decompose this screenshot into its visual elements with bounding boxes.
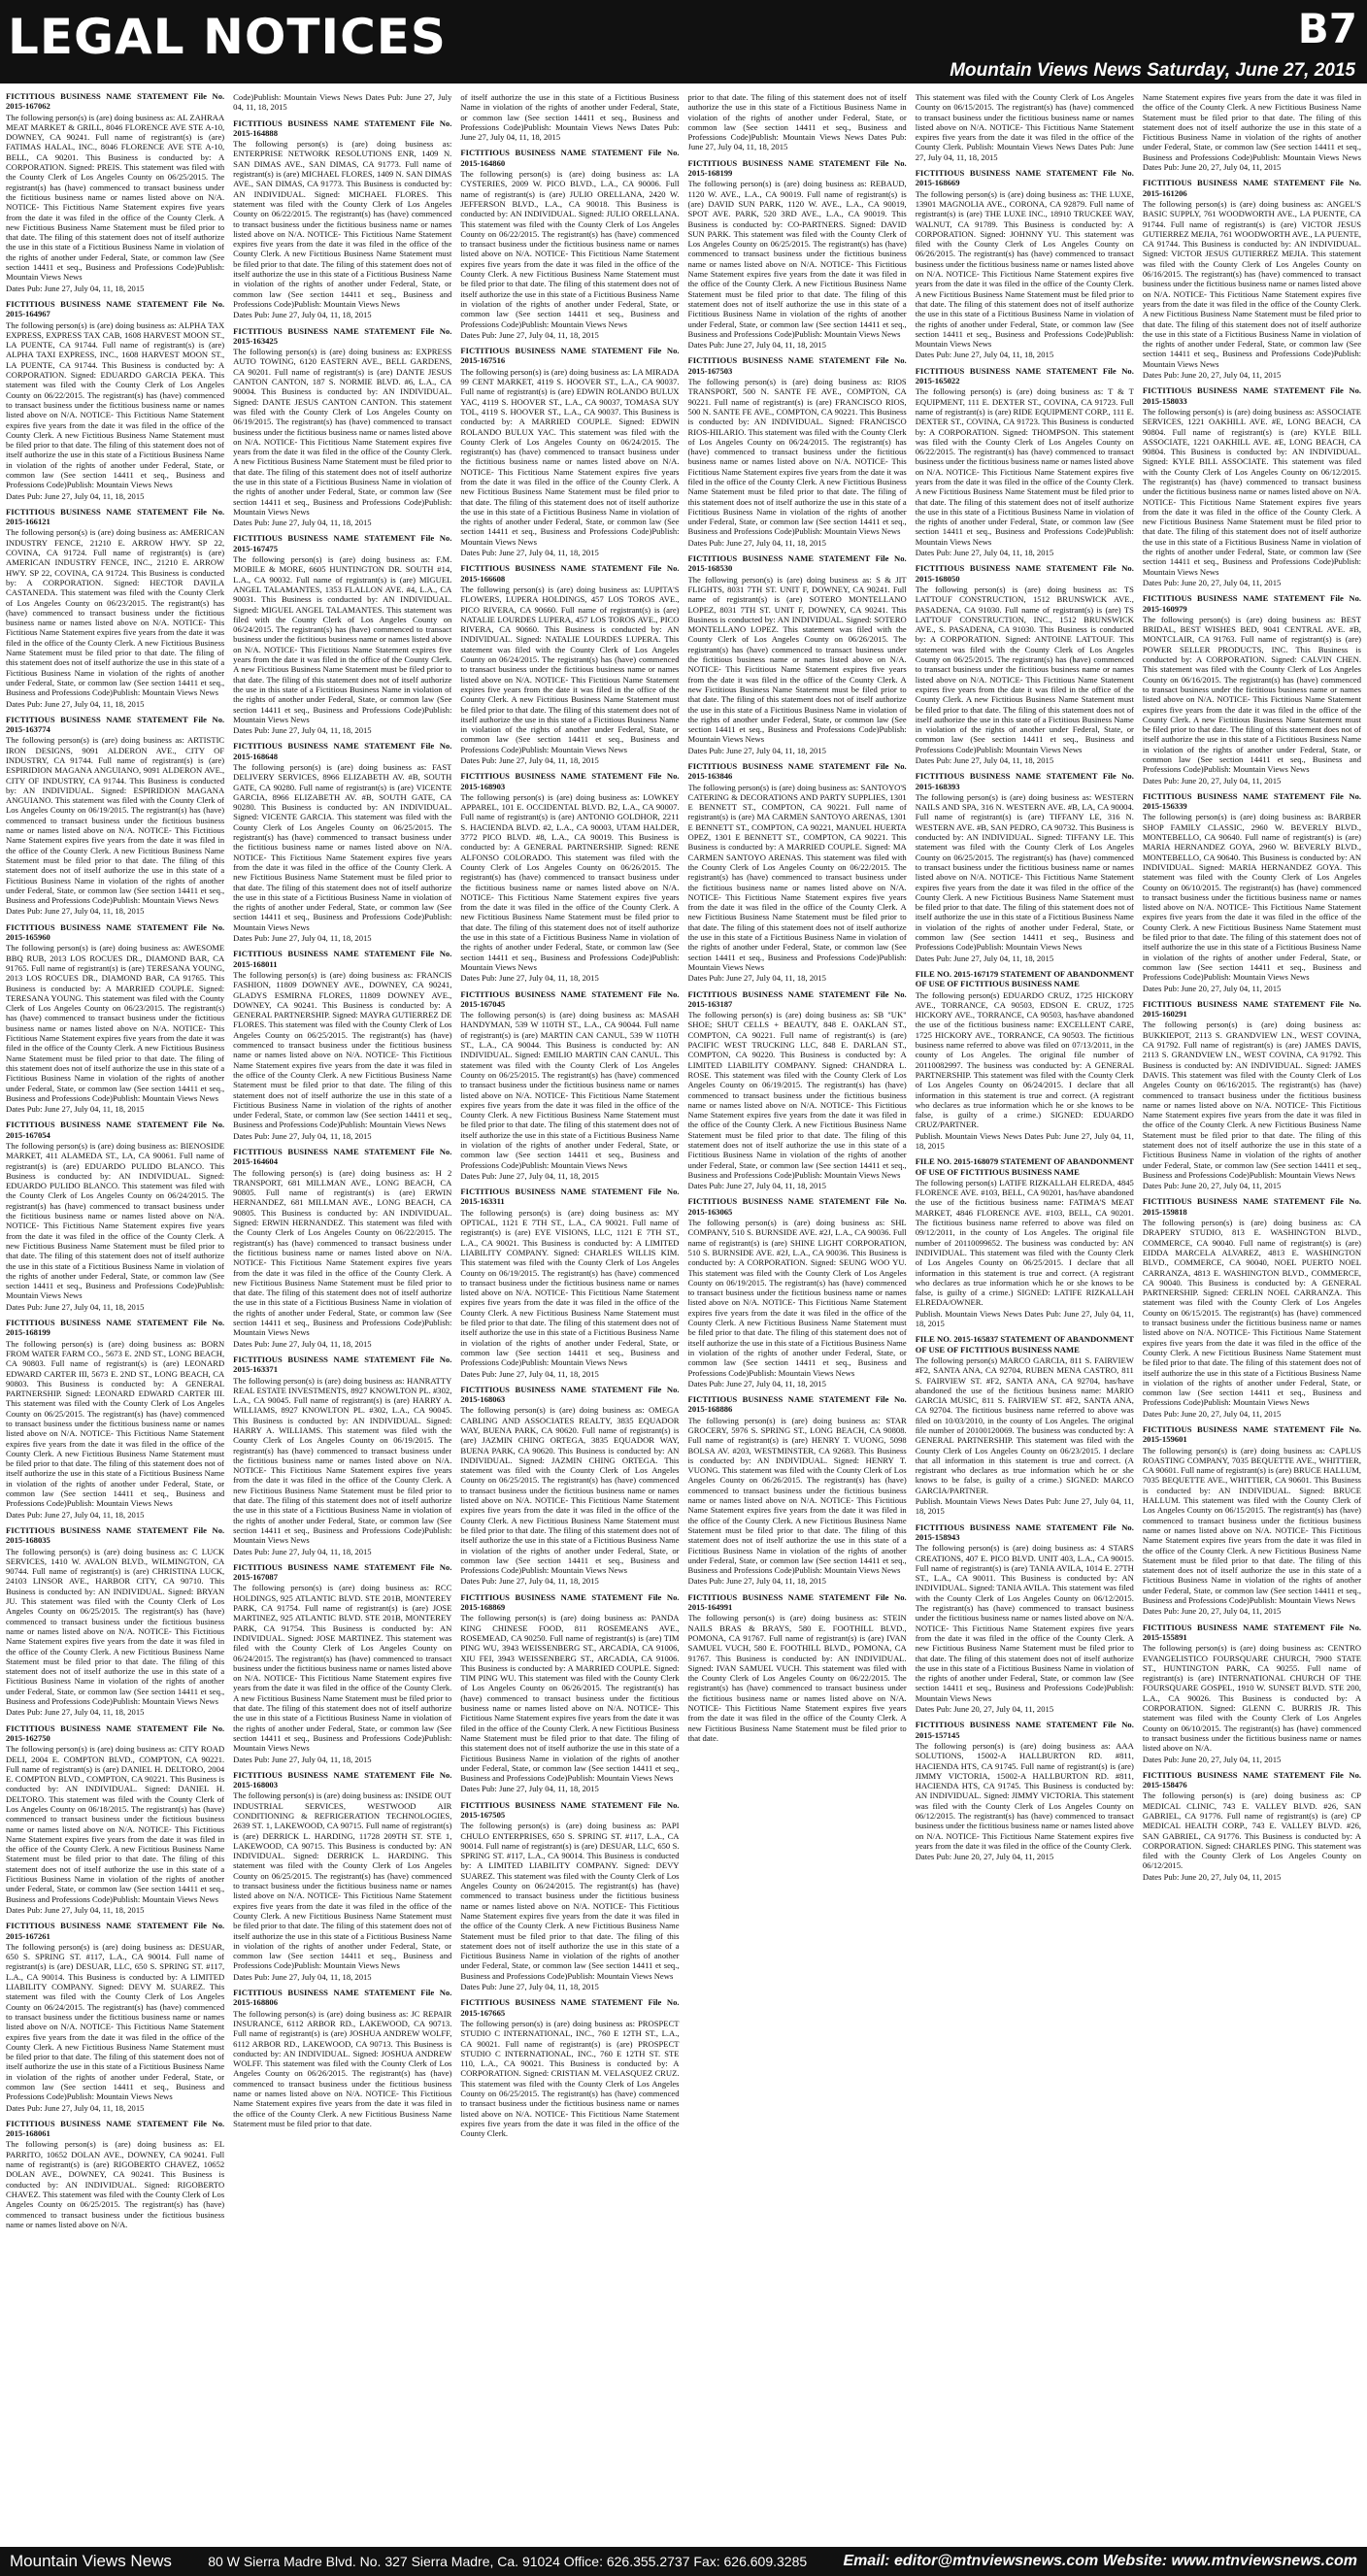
notice-pub-dates: Dates Pub: June 27, July 04, 11, 18, 2015 (460, 973, 599, 984)
issue-dateline: Mountain Views News Saturday, June 27, 2015 (950, 60, 1355, 81)
notice-heading: FICTITIOUS BUSINESS NAME STATEMENT File No. 2015-155891 (1142, 1622, 1361, 1642)
notice-pub-dates: Dates Pub: June 27, July 04, 11, 18, 2015 (915, 755, 1054, 765)
notice-body: The following person(s) is (are) doing business as: EL PARRITO, 10652 DOLAN AVE., DOWNEY, CA 90241. Full name of registrant(s) is (are) RIGOBERTO CHAVEZ, 10652 DOLAN AVE., DOWNEY, CA 90241. This Business is conducted by: AN INDIVIDUAL. Signed: RIGOBERTO CHAVEZ. This statement was filed with the County Clerk of Los Angeles County on 06/25/2015. The registrant(s) has (have) commenced to transact business under the fictitious business name or names listed above on N/A. (6, 2139, 225, 2229)
notice-pub-dates: Dates Pub: June 27, July 04, 11, 18, 2015 (6, 698, 145, 709)
notice-pub-dates: Dates Pub: June 27, July 04, 11, 18, 2015 (233, 1971, 372, 1982)
notice-body: The following person(s) is (are) doing business as: AL ZAHRAA MEAT MARKET & GRILL, 8046 FLORENCE AVE STE A-10, DOWNEY, CA 90241. Full name of registrant(s) is (are) FATIMAS HALAL, INC., 8046 FLORENCE AVE STE A-10, BELL, CA 90201. This Business is conducted by: A CORPORATION. Signed: PREIS. This statement was filed with the County Clerk of Los Angeles County on 06/25/2015. The registrant(s) has (have) commenced to transact business under the fictitious business name or names listed above on N/A. NOTICE- This Fictitious Name Statement expires five years from the date it was filed in the office of the County Clerk. A new Fictitious Business Name Statement must be filed prior to that date. The filing of this statement does not of itself authorize the use in this state of a Fictitious Business Name in violation of the rights of another under Federal, State, or common law (See section 14411 et seq., Business and Professions Code)Publish: Mountain Views News (6, 112, 225, 283)
notice-pub-dates: Dates Pub: June 27, July 04, 11, 18, 2015 (6, 1904, 145, 1915)
legal-notice (1143, 92, 1361, 172)
notice-pub-dates: Dates Pub: June 27, July 04, 11, 18, 2015 (460, 755, 599, 765)
footer-paper-name: Mountain Views News (10, 2552, 172, 2570)
legal-notice (233, 741, 451, 943)
notice-heading: FICTITIOUS BUSINESS NAME STATEMENT File No. 2015-168806 (233, 1988, 452, 2008)
notice-heading: FICTITIOUS BUSINESS NAME STATEMENT File No. 2015-167516 (460, 346, 680, 366)
notice-body: The following person(s) is (are) doing business as: BARBER SHOP FAMILY CLASSIC, 2960 W. BEVERLY BLVD., MONTEBELLO, CA 90640. Full name of registrant(s) is (are) MARIA HERNANDEZ GOYA, 2960 W. BEVERLY BLVD., MONTEBELLO, CA 90640. This Business is conducted by: AN INDIVIDUAL. Signed: MARIA HERNANDEZ GOYA. This statement was filed with the County Clerk of Los Angeles County on 06/10/2015. The registrant(s) has (have) commenced to transact business under the fictitious business name or names listed above on N/A. NOTICE- This Fictitious Name Statement expires five years from the date it was filed in the office of the County Clerk. A new Fictitious Business Name Statement must be filed prior to that date. The filing of this statement does not of itself authorize the use in this state of a Fictitious Business Name in violation of the rights of another under Federal, State, or common law (See section 14411 et seq., Business and Professions Code)Publish: Mountain Views News (1142, 812, 1361, 983)
notice-body: The following person(s) is (are) doing business as: F.M. MOBILE & MORE, 6605 HUNTINGTON DR. SOUTH #14, L.A., CA 90032. Full name of registrant(s) is (are) MIGUEL ANGEL TALAMANTES, 1353 FLALLON AVE. #4, L.A., CA 90031. This Business is conducted by: AN INDIVIDUAL. Signed: MIGUEL ANGEL TALAMANTES. This statement was filed with the County Clerk of Los Angeles County on 06/24/2015. The registrant(s) has (have) commenced to transact business under the fictitious business name or names listed above on N/A. NOTICE- This Fictitious Name Statement expires five years from the date it was filed in the office of the County Clerk. A new Fictitious Business Name Statement must be filed prior to that date. The filing of this statement does not of itself authorize the use in this state of a Fictitious Business Name in violation of the rights of another under Federal, State, or common law (See section 14411 et seq., Business and Professions Code)Publish: Mountain Views News (233, 554, 452, 724)
notice-pub-dates: Dates Pub: June 27, July 04, 11, 18, 2015 (233, 1546, 372, 1556)
notice-pub-dates: Dates Pub: June 27, July 04, 11, 18, 2015 (6, 1104, 145, 1115)
legal-notice (233, 118, 451, 320)
notice-body: The following person(s) is (are) doing business as: CENTRO EVANGELISTICO FOURSQUARE CHURCH, 7900 STATE ST., HUNTINGTON PARK, CA 90255. Full name of registrant(s) is (are) INTERNATIONAL CHURCH OF THE FOURSQUARE GOSPEL, 1910 W. SUNSET BLVD. STE 200, L.A., CA 90026. This Business is conducted by: A CORPORATION. Signed: GLENN C. BURRIS JR. This statement was filed with the County Clerk of Los Angeles County on 06/10/2015. The registrant(s) has (have) commenced to transact business under the fictitious business name or names listed above on N/A. (1142, 1643, 1361, 1754)
notice-body: The following person(s) is (are) doing business as: INSIDE OUT INDUSTRIAL SERVICES, WESTWOOD AIR CONDITIONING & REFRIGERATION TECHNOLOGIES, 2639 ST. 1, LAKEWOOD, CA 90715. Full name of registrant(s) is (are) DERRICK L. HARDING, 11728 209TH ST. STE 1, LAKEWOOD, CA 90715. This Business is conducted by: AN INDIVIDUAL. Signed: DERRICK L. HARDING. This statement was filed with the County Clerk of Los Angeles County on 06/25/2015. The registrant(s) has (have) commenced to transact business under the fictitious business name or names listed above on N/A. NOTICE- This Fictitious Name Statement expires five years from the date it was filed in the office of the County Clerk. A new Fictitious Business Name Statement must be filed prior to that date. The filing of this statement does not of itself authorize the use in this state of a Fictitious Business Name in violation of the rights of another under Federal, State, or common law (See section 14411 et seq., Business and Professions Code)Publish: Mountain Views News (233, 1790, 452, 1971)
notice-pub-dates: Dates Pub: June 27, July 04, 11, 18, 2015 (6, 1509, 145, 1520)
notice-column (460, 91, 679, 2542)
notice-body: The following person(s) is (are) doing business as: CP MEDICAL CLINIC, 743 E. VALLEY BLVD. #26, SAN GABRIEL, CA 91776. Full name of registrant(s) is (are) CP MEDICAL HEALTH CORP., 743 E. VALLEY BLVD. #26, SAN GABRIEL, CA 91776. This Business is conducted by: A CORPORATION. Signed: CHARLES PING. This statement was filed with the County Clerk of Los Angeles County on 06/12/2015. (1142, 1790, 1361, 1871)
legal-notice (916, 1156, 1134, 1328)
legal-notice (1143, 1424, 1361, 1617)
notice-body: The following person(s) EDUARDO CRUZ, 1725 HICKORY AVE., TORRANCE, CA 90503, EDSON E. CRUZ, 1725 HICKORY AVE., TORRANCE, CA 90503, has/have abandoned the use of the fictitious business name: EXCELLENT CARE, 1725 HICKORY AVE., TORRANCE, CA 90503. The fictitious business name referred to above was filed on 07/13/2011, in the county of Los Angeles. The original file number of 20110082997. The business was conducted by: A GENERAL PARTNERSHIP. This statement was filed with the County Clerk of Los Angeles County on 06/24/2015. I declare that all information in this statement is true and correct. (A registrant who declares as true information which he or she knows to be false, is guilty of a crime.) SIGNED: EDUARDO CRUZ/PARTNER. (915, 989, 1134, 1130)
notice-body: The following person(s) is (are) doing business as: S & JIT FLIGHTS, 8031 7TH ST. UNIT F, DOWNEY, CA 90241. Full name of registrant(s) is (are) SOTERO MONTELLANO LOPEZ, 8031 7TH ST. UNIT F, DOWNEY, CA 90241. This Business is conducted by: AN INDIVIDUAL. Signed: SOTERO MONTELLANO LOPEZ. This statement was filed with the County Clerk of Los Angeles County on 06/26/2015. The registrant(s) has (have) commenced to transact business under the fictitious business name or names listed above on N/A. NOTICE- This Fictitious Name Statement expires five years from the date it was filed in the office of the County Clerk. A new Fictitious Business Name Statement must be filed prior to that date. The filing of this statement does not of itself authorize the use in this state of a Fictitious Business Name in violation of the rights of another under Federal, State, or common law (See section 14411 et seq., Business and Professions Code)Publish: Mountain Views News (687, 574, 907, 745)
notice-body: The following person(s) LATIFE RIZKALLAH ELREDA, 4845 FLORENCE AVE. #103, BELL, CA 90201, has/have abandoned the use of the fictitious business name: FATIMA'S MEAT MARKET, 4846 FLORENCE AVE. #103, BELL, CA 90201. The fictitious business name referred to above was filed on 09/12/2011, in the county of Los Angeles. The original file number of 20110099652. The business was conducted by: AN INDIVIDUAL. This statement was filed with the County Clerk of Los Angeles County on 06/25/2015. I declare that all information in this statement is true and correct. (A registrant who declares as true information which he or she knows to be false, is guilty of a crime.) SIGNED: LATIFE RIZKALLAH ELREDA/OWNER. (915, 1177, 1134, 1308)
legal-notice (233, 92, 451, 113)
notice-pub-dates: Dates Pub: June 27, July 04, 11, 18, 2015 (233, 725, 372, 736)
legal-notice (1143, 178, 1361, 380)
notice-pub-dates: Dates Pub: June 27, July 04, 11, 18, 2015 (233, 1338, 372, 1349)
legal-notice (916, 366, 1134, 558)
notice-column (688, 91, 907, 2542)
legal-notice (6, 507, 224, 709)
notice-pub-dates: Dates Pub: June 27, July 04, 11, 18, 2015 (460, 1576, 599, 1587)
notice-body: The following person(s) is (are) doing business as: LA CYSTERIES, 2009 W. PICO BLVD., L.A., CA 90006. Full name of registrant(s) is (are) JULIO ORELLANA, 2420 W. JEFFERSON BLVD., L.A., CA 90018. This Business is conducted by: AN INDIVIDUAL. Signed: JULIO ORELLANA. This statement was filed with the County Clerk of Los Angeles County on 06/22/2015. The registrant(s) has (have) commenced to transact business under the fictitious business name or names listed above on N/A. NOTICE- This Fictitious Name Statement expires five years from the date it was filed in the office of the County Clerk. A new Fictitious Business Name Statement must be filed prior to that date. The filing of this statement does not of itself authorize the use in this state of a Fictitious Business Name in violation of the rights of another under Federal, State, or common law (See section 14411 et seq., Business and Professions Code)Publish: Mountain Views News (460, 169, 680, 329)
notice-body: The following person(s) is (are) doing business as: MY OPTICAL, 1121 E 7TH ST., L.A., CA 90021. Full name of registrant(s) is (are) EYE VISIONS, LLC, 1121 E 7TH ST., L.A., CA 90021. This Business is conducted by: A LIMITED LIABILITY COMPANY. Signed: CHARLES WILLIS KIM. This statement was filed with the County Clerk of Los Angeles County on 06/19/2015. The registrant(s) has (have) commenced to transact business under the fictitious business name or names listed above on N/A. NOTICE- This Fictitious Name Statement expires five years from the date it was filed in the office of the County Clerk. A new Fictitious Business Name Statement must be filed prior to that date. The filing of this statement does not of itself authorize the use in this state of a Fictitious Business Name in violation of the rights of another under Federal, State, or common law (See section 14411 et seq., Business and Professions Code)Publish: Mountain Views News (460, 1207, 680, 1368)
notice-heading: FICTITIOUS BUSINESS NAME STATEMENT File No. 2015-168199 (6, 1318, 225, 1338)
legal-notice (460, 1997, 679, 2138)
legal-notice (6, 2119, 224, 2229)
notice-body: The following person(s) is (are) doing business as: PANDA KING CHINESE FOOD, 811 ROSEMEANS AVE., ROSEMEAD, CA 90250. Full name of registrant(s) is (are) TIM PING WU, 3943 WEISSENBERG ST., ARCADIA, CA 91006, XIU FEI, 3943 WEISSENBERG ST., ARCADIA, CA 91006. This Business is conducted by: A MARRIED COUPLE. Signed: TIM PING WU. This statement was filed with the County Clerk of Los Angeles County on 06/26/2015. The registrant(s) has (have) commenced to transact business under the fictitious business name or names listed above on N/A. NOTICE- This Fictitious Name Statement expires five years from the date it was filed in the office of the County Clerk. A new Fictitious Business Name Statement must be filed prior to that date. The filing of this statement does not of itself authorize the use in this state of a Fictitious Business Name in violation of the rights of another under Federal, State, or common law (See section 14411 et seq., Business and Professions Code)Publish: Mountain Views News (460, 1613, 680, 1784)
notice-body: The following person(s) is (are) doing business as: TS LATTOUF CONSTRUCTION, 1512 BRUNSWICK AVE., PASADENA, CA 91030. Full name of registrant(s) is (are) TS LATTOUF CONSTRUCTION, INC., 1512 BRUNSWICK AVE., S. PASADENA, CA 91030. This Business is conducted by: A CORPORATION. Signed: ANTOINE LATTOUF. This statement was filed with the County Clerk of Los Angeles County on 06/25/2015. The registrant(s) has (have) commenced to transact business under the fictitious business name or names listed above on N/A. NOTICE- This Fictitious Name Statement expires five years from the date it was filed in the office of the County Clerk. A new Fictitious Business Name Statement must be filed prior to that date. The filing of this statement does not of itself authorize the use in this state of a Fictitious Business Name in violation of the rights of another under Federal, State, or common law (See section 14411 et seq., Business and Professions Code)Publish: Mountain Views News (915, 584, 1134, 754)
footer-bar (0, 2547, 1367, 2576)
notice-pub-dates: Dates Pub: June 27, July 04, 11, 18, 2015 (687, 745, 826, 755)
notice-heading: FICTITIOUS BUSINESS NAME STATEMENT File No. 2015-166608 (460, 563, 680, 584)
notice-heading: FICTITIOUS BUSINESS NAME STATEMENT File No. 2015-163187 (687, 988, 907, 1009)
legal-notice (916, 92, 1134, 162)
notice-heading: FICTITIOUS BUSINESS NAME STATEMENT File No. 2015-168393 (915, 771, 1134, 791)
notice-column (1143, 91, 1361, 2542)
notice-heading: FICTITIOUS BUSINESS NAME STATEMENT File No. 2015-165960 (6, 921, 225, 943)
legal-notice (916, 563, 1134, 765)
notice-heading: FICTITIOUS BUSINESS NAME STATEMENT File No. 2015-158943 (915, 1522, 1134, 1542)
notice-pub-dates: Dates Pub: June 27, July 04, 11, 18, 2015 (233, 933, 372, 944)
notice-body: The following person(s) is (are) doing business as: PROSPECT STUDIO C INTERNATIONAL, INC., 760 E 12TH ST., L.A., CA 90021. Full name of registrant(s) is (are) PROSPECT STUDIO C INTERNATIONAL, INC., 760 E 12TH ST. STE 110, L.A., CA 90021. This Business is conducted by: A CORPORATION. Signed: CRISTIAN M. VELASQUEZ CRUZ. This statement was filed with the County Clerk of Los Angeles County on 06/25/2015. The registrant(s) has (have) commenced to transact business under the fictitious business name or names listed above on N/A. NOTICE- This Fictitious Name Statement expires five years from the date it was filed in the office of the County Clerk. (460, 2018, 680, 2139)
notice-body: Code)Publish: Mountain Views News Dates Pub: June 27, July 04, 11, 18, 2015 (233, 92, 452, 113)
notice-heading: FICTITIOUS BUSINESS NAME STATEMENT File No. 2015-163774 (6, 714, 225, 735)
legal-notice (460, 346, 679, 557)
legal-notice (6, 1120, 224, 1312)
legal-notice (916, 1334, 1134, 1516)
notice-body: The following person(s) is (are) doing business as: THE LUXE, 13901 MAGNOLIA AVE., CORONA, CA 92879. Full name of registrant(s) is (are) THE LUXE INC., 18910 TRUCKEE WAY, WALNUT, CA 91789. This Business is conducted by: A CORPORATION. Signed: JOHNNY YU. This statement was filed with the County Clerk of Los Angeles County on 06/26/2015. The registrant(s) has (have) commenced to transact business under the fictitious business name or names listed above on N/A. NOTICE- This Fictitious Name Statement expires five years from the date it was filed in the office of the County Clerk. A new Fictitious Business Name Statement must be filed prior to that date. The filing of this statement does not of itself authorize the use in this state of a Fictitious Business Name in violation of the rights of another under Federal, State, or common law (See section 14411 et seq., Business and Professions Code)Publish: Mountain Views News (915, 188, 1134, 350)
notice-body: The following person(s) MARCO GARCIA, 811 S. FAIRVIEW #F2, SANTA ANA, CA 92704, RUBEN MENA CASTRO, 811 S. FAIRVIEW ST. #F2, SANTA ANA, CA 92704, has/have abandoned the use of the fictitious business name: MARIO GARCIA MUSIC, 811 S. FAIRVIEW ST. #F2, SANTA ANA, CA 92704. The fictitious business name referred to above was filed on 10/03/2010, in the county of Los Angeles. The original file number of 20100120069. The business was conducted by: A GENERAL PARTNERSHIP. This statement was filed with the County Clerk of Los Angeles County on 06/23/2015. I declare that all information in this statement is true and correct. (A registrant who declares as true information which he or she knows to be false, is guilty of a crime.) SIGNED: MARCO GARCIA/PARTNER. (915, 1355, 1134, 1495)
legal-notice (916, 1720, 1134, 1861)
legal-notice (688, 761, 907, 984)
notice-body: The following person(s) is (are) doing business as: ASSOCIATE SERVICES, 1221 OAKHILL AVE. #E, LONG BEACH, CA 90804. Full name of registrant(s) is (are) KYLE BILL ASSOCIATE, 1221 OAKHILL AVE. #E, LONG BEACH, CA 90804. This Business is conducted by: AN INDIVIDUAL. Signed: KYLE BILL ASSOCIATE. This statement was filed with the County Clerk of Los Angeles County on 06/12/2015. The registrant(s) has (have) commenced to transact business under the fictitious business name or names listed above on N/A. NOTICE- This Fictitious Name Statement expires five years from the date it was filed in the office of the County Clerk. A new Fictitious Business Name Statement must be filed prior to that date. The filing of this statement does not of itself authorize the use in this state of a Fictitious Business Name in violation of the rights of another under Federal, State, or common law (See section 14411 et seq., Business and Professions Code)Publish: Mountain Views News (1142, 406, 1361, 577)
notice-heading: FICTITIOUS BUSINESS NAME STATEMENT File No. 2015-168050 (915, 563, 1134, 584)
notice-column (6, 91, 224, 2542)
notice-pub-dates: Publish. Mountain Views News Dates Pub: June 27, July 04, 11, 18, 2015 (915, 1130, 1134, 1151)
notice-pub-dates: Dates Pub: June 27, July 04, 11, 18, 2015 (6, 906, 145, 917)
legal-notice (460, 1592, 679, 1794)
notice-body: The following person(s) is (are) doing business as: SANTOYO'S CATERING & DECORATIONS AND PARTY SUPPLIES, 1301 E BENNETT ST., COMPTON, CA 90221. Full name of registrant(s) is (are) MA CARMEN SANTOYO ARENAS, 1301 E BENNETT ST., COMPTON, CA 90221, MANUEL HUERTA OPEZ, 1301 E BENNETT ST., COMPTON, CA 90221. This Business is conducted by: A MARRIED COUPLE. Signed: MA CARMEN SANTOYO ARENAS. This statement was filed with the County Clerk of Los Angeles County on 06/22/2015. The registrant(s) has (have) commenced to transact business under the fictitious business name or names listed above on N/A. NOTICE- This Fictitious Name Statement expires five years from the date it was filed in the office of the County Clerk. A new Fictitious Business Name Statement must be filed prior to that date. The filing of this statement does not of itself authorize the use in this state of a Fictitious Business Name in violation of the rights of another under Federal, State, or common law (See section 14411 et seq., Business and Professions Code)Publish: Mountain Views News (687, 782, 907, 972)
legal-notice (6, 1318, 224, 1520)
notice-pub-dates: Dates Pub: June 27, July 04, 11, 18, 2015 (460, 1784, 599, 1794)
legal-notice (233, 1770, 451, 1982)
notice-pub-dates: Dates Pub: June 20, 27, July 04, 11, 2015 (1142, 775, 1282, 786)
notice-pub-dates: Dates Pub: June 27, July 04, 11, 18, 2015 (915, 953, 1054, 963)
notice-body: The following person(s) is (are) doing business as: RCC HOLDINGS, 925 ATLANTIC BLVD. STE 201B, MONTEREY PARK, CA 91754. Full name of registrant(s) is (are) JOSE MARTINEZ, 925 ATLANTIC BLVD. STE 201B, MONTEREY PARK, CA 91754. This Business is conducted by: AN INDIVIDUAL. Signed: JOSE MARTINEZ. This statement was filed with the County Clerk of Los Angeles County on 06/24/2015. The registrant(s) has (have) commenced to transact business under the fictitious business name or names listed above on N/A. NOTICE- This Fictitious Name Statement expires five years from the date it was filed in the office of the County Clerk. A new Fictitious Business Name Statement must be filed prior to that date. The filing of this statement does not of itself authorize the use in this state of a Fictitious Business Name in violation of the rights of another under Federal, State, or common law (See section 14411 et seq., Business and Professions Code)Publish: Mountain Views News (233, 1583, 452, 1754)
masthead-bar (0, 0, 1367, 84)
notice-body: The following person(s) is (are) doing business as: CA DRAPERY STUDIO, 813 E. WASHINGTON BLVD., COMMERCE, CA 90040. Full name of registrant(s) is (are) EIDDA MARCELA ALVAREZ, 4813 E. WASHINGTON BLVD., COMMERCE, CA 90040, NOEL PUERTO NOEL CARRANZA, 4813 E. WASHINGTON BLVD., COMMERCE, CA 90040. This Business is conducted by: A GENERAL PARTNERSHIP. Signed: CERLIN NOEL CARRANZA. This statement was filed with the County Clerk of Los Angeles County on 06/15/2015. The registrant(s) has (have) commenced to transact business under the fictitious business name or names listed above on N/A. NOTICE- This Fictitious Name Statement expires five years from the date it was filed in the office of the County Clerk. A new Fictitious Business Name Statement must be filed prior to that date. The filing of this statement does not of itself authorize the use in this state of a Fictitious Business Name in violation of the rights of another under Federal, State, or common law (See section 14411 et seq., Business and Professions Code)Publish: Mountain Views News (1142, 1218, 1361, 1408)
notice-heading: FICTITIOUS BUSINESS NAME STATEMENT File No. 2015-163425 (233, 325, 452, 346)
notice-heading: FICTITIOUS BUSINESS NAME STATEMENT File No. 2015-166121 (6, 506, 225, 527)
notice-heading: FICTITIOUS BUSINESS NAME STATEMENT File No. 2015-164888 (233, 117, 452, 138)
legal-notice (460, 771, 679, 983)
legal-notice (6, 1525, 224, 1718)
notice-heading: FICTITIOUS BUSINESS NAME STATEMENT File No. 2015-158476 (1142, 1769, 1361, 1790)
notice-body: The following person(s) is (are) doing business as: BIENOSIDE MARKET, 411 ALAMEDA ST., LA, CA 90061. Full name of registrant(s) is (are) EDUARDO PULIDO BLANCO. This Business is conducted by: AN INDIVIDUAL. Signed: EDUARDO PULIDO BLANCO. This statement was filed with the County Clerk of Los Angeles County on 06/24/2015. The registrant(s) has (have) commenced to transact business under the fictitious business name or names listed above on N/A. NOTICE- This Fictitious Name Statement expires five years from the date it was filed in the office of the County Clerk. A new Fictitious Business Name Statement must be filed prior to that date. The filing of this statement does not of itself authorize the use in this state of a Fictitious Business Name in violation of the rights of another under Federal, State, or common law (See section 14411 et seq., Business and Professions Code)Publish: Mountain Views News (6, 1140, 225, 1301)
notice-heading: FICTITIOUS BUSINESS NAME STATEMENT File No. 2015-163311 (460, 1187, 680, 1207)
notice-body: The following person(s) is (are) doing business as: EXPRESS AUTO TOWING, 6120 EASTERN AVE., BELL GARDENS, CA 90201. Full name of registrant(s) is (are) DANTE JESUS CANTON CANTON, 187 S. NORMIE BLVD. #6, L.A., CA 90004. This Business is conducted by: AN INDIVIDUAL. Signed: DANTE JESUS CANTON CANTON. This statement was filed with the County Clerk of Los Angeles County on 06/19/2015. The registrant(s) has (have) commenced to transact business under the fictitious business name or names listed above on N/A. NOTICE- This Fictitious Name Statement expires five years from the date it was filed in the office of the County Clerk. A new Fictitious Business Name Statement must be filed prior to that date. The filing of this statement does not of itself authorize the use in this state of a Fictitious Business Name in violation of the rights of another under Federal, State, or common law (See section 14411 et seq., Business and Professions Code)Publish: Mountain Views News (233, 347, 452, 517)
notice-heading: FILE NO. 2015-168079 STATEMENT OF ABANDONMENT OF USE OF FICTITIOUS BUSINESS NAME (915, 1156, 1134, 1177)
legal-notice (460, 1800, 679, 1992)
notice-body: The following person(s) is (are) doing business as: DESUAR, 650 S. SPRING ST. #117, L.A., CA 90014. Full name of registrant(s) is (are) DESUAR, LLC, 650 S. SPRING ST. #117, L.A., CA 90014. This Business is conducted by: A LIMITED LIABILITY COMPANY. Signed: DEVY M. SUAREZ. This statement was filed with the County Clerk of Los Angeles County on 06/24/2015. The registrant(s) has (have) commenced to transact business under the fictitious business name or names listed above on N/A. NOTICE- This Fictitious Name Statement expires five years from the date it was filed in the office of the County Clerk. A new Fictitious Business Name Statement must be filed prior to that date. The filing of this statement does not of itself authorize the use in this state of a Fictitious Business Name in violation of the rights of another under Federal, State, or common law (See section 14411 et seq., Business and Professions Code)Publish: Mountain Views News (6, 1941, 225, 2102)
notice-pub-dates: Dates Pub: June 27, July 04, 11, 18, 2015 (687, 1378, 826, 1388)
notice-body: The following person(s) is (are) doing business as: JC REPAIR INSURANCE, 6112 ARBOR RD., LAKEWOOD, CA 90713. Full name of registrant(s) is (are) JOSHUA ANDREW WOLFF, 6112 ARBOR RD., LAKEWOOD, CA 90713. This Business is conducted by: AN INDIVIDUAL. Signed: JOSHUA ANDREW WOLFF. This statement was filed with the County Clerk of Los Angeles County on 06/26/2015. The registrant(s) has (have) commenced to transact business under the fictitious business name or names listed above on N/A. NOTICE- This Fictitious Name Statement expires five years from the date it was filed in the office of the County Clerk. A new Fictitious Business Name Statement must be filed prior to that date. (233, 2008, 452, 2128)
legal-notice (233, 533, 451, 735)
footer-contact: Email: editor@mtnviewsnews.com Website: www.mtnviewsnews.com (843, 2553, 1357, 2569)
notice-heading: FICTITIOUS BUSINESS NAME STATEMENT File No. 2015-159601 (1142, 1424, 1361, 1445)
notice-body: The following person(s) is (are) doing business as: OMEGA CABLING AND ASSOCIATES REALTY, 3835 EQUADOR WAY, BUENA PARK, CA 90620. Full name of registrant(s) is (are) JAZMIN CHING ORTEGA, 3835 EQUADOR WAY, BUENA PARK, CA 90620. This Business is conducted by: AN INDIVIDUAL. Signed: JAZMIN CHING ORTEGA. This statement was filed with the County Clerk of Los Angeles County on 06/25/2015. The registrant(s) has (have) commenced to transact business under the fictitious business name or names listed above on N/A. NOTICE- This Fictitious Name Statement expires five years from the date it was filed in the office of the County Clerk. A new Fictitious Business Name Statement must be filed prior to that date. The filing of this statement does not of itself authorize the use in this state of a Fictitious Business Name in violation of the rights of another under Federal, State, or common law (See section 14411 et seq., Business and Professions Code)Publish: Mountain Views News (460, 1405, 680, 1576)
notice-heading: FICTITIOUS BUSINESS NAME STATEMENT File No. 2015-167045 (460, 988, 680, 1009)
legal-notice (460, 92, 679, 142)
notice-body: The following person(s) is (are) doing business as: ARTISTIC IRON DESIGNS, 9091 ALDERON AVE., CITY OF INDUSTRY, CA 91744. Full name of registrant(s) is (are) ESPIRIDION MAGANA ANGUIANO, 9091 ALDERON AVE., CITY OF INDUSTRY, CA 91744. This Business is conducted by: AN INDIVIDUAL. Signed: ESPIRIDION MAGANA ANGUIANO. This statement was filed with the County Clerk of Los Angeles County on 06/19/2015. The registrant(s) has (have) commenced to transact business under the fictitious business name or names listed above on N/A. NOTICE- This Fictitious Name Statement expires five years from the date it was filed in the office of the County Clerk. A new Fictitious Business Name Statement must be filed prior to that date. The filing of this statement does not of itself authorize the use in this state of a Fictitious Business Name in violation of the rights of another under Federal, State, or common law (See section 14411 et seq., Business and Professions Code)Publish: Mountain Views News (6, 735, 225, 906)
legal-notice (460, 148, 679, 340)
notice-pub-dates: Dates Pub: June 27, July 04, 11, 18, 2015 (460, 1368, 599, 1379)
notice-pub-dates: Dates Pub: June 20, 27, July 04, 11, 2015 (1142, 1408, 1282, 1419)
notice-pub-dates: Dates Pub: June 27, July 04, 11, 18, 2015 (915, 548, 1054, 558)
notice-heading: FICTITIOUS BUSINESS NAME STATEMENT File No. 2015-168063 (460, 1384, 680, 1405)
notice-body: The following person(s) is (are) doing business as: FRANCIS FASHION, 11809 DOWNEY AVE., DOWNEY, CA 90241, GLADYS ESMIRNA FLORES, 11809 DOWNEY AVE., DOWNEY, CA 90241. This Business is conducted by: A GENERAL PARTNERSHIP. Signed: MAYRA GUTIERREZ DE FLORES. This statement was filed with the County Clerk of Los Angeles County on 06/25/2015. The registrant(s) has (have) commenced to transact business under the fictitious business name or names listed above on N/A. NOTICE- This Fictitious Name Statement expires five years from the date it was filed in the office of the County Clerk. A new Fictitious Business Name Statement must be filed prior to that date. The filing of this statement does not of itself authorize the use in this state of a Fictitious Business Name in violation of the rights of another under Federal, State, or common law (See section 14411 et seq., Business and Professions Code)Publish: Mountain Views News (233, 969, 452, 1130)
notice-pub-dates: Dates Pub: June 27, July 04, 11, 18, 2015 (687, 340, 826, 351)
notice-body: Name Statement expires five years from the date it was filed in the office of the County Clerk. A new Fictitious Business Name Statement must be filed prior to that date. The filing of this statement does not of itself authorize the use in this state of a Fictitious Business Name in violation of the rights of another under Federal, State, or common law (See section 14411 et seq., Business and Professions Code)Publish: Mountain Views News Dates Pub: June 20, 27, July 04, 11, 2015 (1142, 92, 1361, 173)
notice-heading: FICTITIOUS BUSINESS NAME STATEMENT File No. 2015-164967 (6, 298, 225, 319)
notice-pub-dates: Dates Pub: June 27, July 04, 11, 18, 2015 (6, 283, 145, 293)
legal-notice (233, 1562, 451, 1764)
notice-pub-dates: Dates Pub: June 20, 27, July 04, 11, 2015 (915, 1704, 1054, 1715)
legal-notice (233, 326, 451, 528)
notice-body: The following person(s) is (are) doing business as: AMERICAN INDUSTRY FENCE, 21210 E. ARROW HWY. SP 22, COVINA, CA 91724. Full name of registrant(s) is (are) AMERICAN INDUSTRY FENCE, INC., 21210 E. ARROW HWY. SP 22, COVINA, CA 91724. This Business is conducted by: A CORPORATION. Signed: HECTOR DAVILA CASTANEDA. This statement was filed with the County Clerk of Los Angeles County on 06/23/2015. The registrant(s) has (have) commenced to transact business under the fictitious business name or names listed above on N/A. NOTICE- This Fictitious Name Statement expires five years from the date it was filed in the office of the County Clerk. A new Fictitious Business Name Statement must be filed prior to that date. The filing of this statement does not of itself authorize the use in this state of a Fictitious Business Name in violation of the rights of another under Federal, State, or common law (See section 14411 et seq., Business and Professions Code)Publish: Mountain Views News (6, 527, 225, 698)
notice-heading: FICTITIOUS BUSINESS NAME STATEMENT File No. 2015-168003 (233, 1769, 452, 1790)
legal-notice (1143, 999, 1361, 1191)
legal-notice (6, 922, 224, 1115)
notice-heading: FICTITIOUS BUSINESS NAME STATEMENT File No. 2015-161206 (1142, 178, 1361, 198)
legal-notice (460, 563, 679, 765)
notice-pub-dates: Dates Pub: June 27, July 04, 11, 18, 2015 (460, 1170, 599, 1181)
notice-heading: FICTITIOUS BUSINESS NAME STATEMENT File No. 2015-167261 (6, 1921, 225, 1941)
legal-notice (688, 1394, 907, 1587)
legal-notice (916, 168, 1134, 360)
notice-body: The following person(s) is (are) doing business as: SB "UK" SHOE; SHUT CELLS + BEAUTY, 848 E. OAKLAN ST., COMPTON, CA 90221. Full name of registrant(s) is (are) PACIFIC WEST TRUCKING LLC, 848 E. DARLAN ST., COMPTON, CA 90220. This Business is conducted by: A LIMITED LIABILITY COMPANY. Signed: CHANDRA L. ROSE. This statement was filed with the County Clerk of Los Angeles County on 06/19/2015. The registrant(s) has (have) commenced to transact business under the fictitious business name or names listed above on N/A. NOTICE- This Fictitious Name Statement expires five years from the date it was filed in the office of the County Clerk. A new Fictitious Business Name Statement must be filed prior to that date. The filing of this statement does not of itself authorize the use in this state of a Fictitious Business Name in violation of the rights of another under Federal, State, or common law (See section 14411 et seq., Business and Professions Code)Publish: Mountain Views News (687, 1010, 907, 1180)
legal-notice (1143, 1770, 1361, 1882)
notice-body: The following person(s) is (are) doing business as: LA MIRADA 99 CENT MARKET, 4119 S. HOOVER ST., L.A., CA 90037. Full name of registrant(s) is (are) EDWIN ROLANDO BULUX YAC, 4119 S. HOOVER ST., L.A., CA 90037, TOMASA SUY TOL, 4119 S. HOOVER ST., L.A., CA 90037. This Business is conducted by: A MARRIED COUPLE. Signed: EDWIN ROLANDO BULUX YAC. This statement was filed with the County Clerk of Los Angeles County on 06/24/2015. The registrant(s) has (have) commenced to transact business under the fictitious business name or names listed above on N/A. NOTICE- This Fictitious Name Statement expires five years from the date it was filed in the office of the County Clerk. A new Fictitious Business Name Statement must be filed prior to that date. The filing of this statement does not of itself authorize the use in this state of a Fictitious Business Name in violation of the rights of another under Federal, State, or common law (See section 14411 et seq., Business and Professions Code)Publish: Mountain Views News (460, 366, 680, 547)
section-title: LEGAL NOTICES (8, 9, 447, 65)
notice-body: The following person(s) is (are) doing business as: WESTERN NAILS AND SPA, 316 N. WESTERN AVE. #B, LA, CA 90004. Full name of registrant(s) is (are) TIFFANY LE, 316 N. WESTERN AVE. #B, SAN PEDRO, CA 90732. This Business is conducted by: AN INDIVIDUAL. Signed: TIFFANY LE. This statement was filed with the County Clerk of Los Angeles County on 06/25/2015. The registrant(s) has (have) commenced to transact business under the fictitious business name or names listed above on N/A. NOTICE- This Fictitious Name Statement expires five years from the date it was filed in the office of the County Clerk. A new Fictitious Business Name Statement must be filed prior to that date. The filing of this statement does not of itself authorize the use in this state of a Fictitious Business Name in violation of the rights of another under Federal, State, or common law (See section 14411 et seq., Business and Professions Code)Publish: Mountain Views News (915, 791, 1134, 953)
legal-notice (460, 989, 679, 1182)
notice-body: The following person(s) is (are) doing business as: BORN FROM WATER FARM CO., 5673 E. 2ND ST., LONG BEACH, CA 90803. Full name of registrant(s) is (are) LEONARD EDWARD CARTER III, 5673 E. 2ND ST., LONG BEACH, CA 90803. This Business is conducted by: A GENERAL PARTNERSHIP. Signed: LEONARD EDWARD CARTER III. This statement was filed with the County Clerk of Los Angeles County on 06/25/2015. The registrant(s) has (have) commenced to transact business under the fictitious business name or names listed above on N/A. NOTICE- This Fictitious Name Statement expires five years from the date it was filed in the office of the County Clerk. A new Fictitious Business Name Statement must be filed prior to that date. The filing of this statement does not of itself authorize the use in this state of a Fictitious Business Name in violation of the rights of another under Federal, State, or common law (See section 14411 et seq., Business and Professions Code)Publish: Mountain Views News (6, 1338, 225, 1509)
notice-heading: FICTITIOUS BUSINESS NAME STATEMENT File No. 2015-167665 (460, 1997, 680, 2018)
notice-heading: FILE NO. 2015-167179 STATEMENT OF ABANDONMENT OF USE OF FICTITIOUS BUSINESS NAME (915, 968, 1134, 989)
legal-notice (6, 1723, 224, 1916)
notice-column (233, 91, 451, 2542)
notice-body: The following person(s) is (are) doing business as: AWESOME BBQ RUB, 2013 LOS ROCUES DR., DIAMOND BAR, CA 91765. Full name of registrant(s) is (are) TERESANA YOUNG, 2013 LOS ROCUES DR., DIAMOND BAR, CA 91765. This Business is conducted by: A MARRIED COUPLE. Signed: TERESANA YOUNG. This statement was filed with the County Clerk of Los Angeles County on 06/23/2015. The registrant(s) has (have) commenced to transact business under the fictitious business name or names listed above on N/A. NOTICE- This Fictitious Name Statement expires five years from the date it was filed in the office of the County Clerk. A new Fictitious Business Name Statement must be filed prior to that date. The filing of this statement does not of itself authorize the use in this state of a Fictitious Business Name in violation of the rights of another under Federal, State, or common law (See section 14411 et seq., Business and Professions Code)Publish: Mountain Views News (6, 943, 225, 1103)
notice-heading: FICTITIOUS BUSINESS NAME STATEMENT File No. 2015-167087 (233, 1561, 452, 1583)
notice-body: The following person(s) is (are) doing business as: BEST BRIDAL, BEST WISHES BED, 9041 CENTRAL AVE. #B, MONTCLAIR, CA 91763. Full name of registrant(s) is (are) POWER SELLER PRODUCTS, INC. This Business is conducted by: A CORPORATION. Signed: CALVIN CHEN. This statement was filed with the County Clerk of Los Angeles County on 06/16/2015. The registrant(s) has (have) commenced to transact business under the fictitious business name or names listed above on N/A. NOTICE- This Fictitious Name Statement expires five years from the date it was filed in the office of the County Clerk. A new Fictitious Business Name Statement must be filed prior to that date. The filing of this statement does not of itself authorize the use in this state of a Fictitious Business Name in violation of the rights of another under Federal, State, or common law (See section 14411 et seq., Business and Professions Code)Publish: Mountain Views News (1142, 614, 1361, 775)
notice-body: The following person(s) is (are) doing business as: REBAUD, 1120 W. AVE., L.A., CA 90019. Full name of registrant(s) is (are) DAVID SUN PARK, 1120 W. AVE., L.A., CA 90019, SPOT AVE. PARK, 520 3RD AVE., L.A., CA 90019. This Business is conducted by: CO-PARTNERS. Signed: DAVID SUN PARK. This statement was filed with the County Clerk of Los Angeles County on 06/25/2015. The registrant(s) has (have) commenced to transact business under the fictitious business name or names listed above on N/A. NOTICE- This Fictitious Name Statement expires five years from the date it was filed in the office of the County Clerk. A new Fictitious Business Name Statement must be filed prior to that date. The filing of this statement does not of itself authorize the use in this state of a Fictitious Business Name in violation of the rights of another under Federal, State, or common law (See section 14411 et seq., Business and Professions Code)Publish: Mountain Views News (687, 179, 907, 339)
notice-body: The following person(s) is (are) doing business as: MASAH HANDYMAN, 539 W 110TH ST., L.A., CA 90044. Full name of registrant(s) is (are) MARTIN CAN CANUL, 539 W 110TH ST., L.A., CA 90044. This Business is conducted by: AN INDIVIDUAL. Signed: EMILIO MARTIN CAN CANUL. This statement was filed with the County Clerk of Los Angeles County on 06/25/2015. The registrant(s) has (have) commenced to transact business under the fictitious business name or names listed above on N/A. NOTICE- This Fictitious Name Statement expires five years from the date it was filed in the office of the County Clerk. A new Fictitious Business Name Statement must be filed prior to that date. The filing of this statement does not of itself authorize the use in this state of a Fictitious Business Name in violation of the rights of another under Federal, State, or common law (See section 14411 et seq., Business and Professions Code)Publish: Mountain Views News (460, 1010, 680, 1170)
legal-notice (6, 91, 224, 293)
notice-body: The following person(s) is (are) doing business as: BUKKIEPOT, 2113 S. GRANDVIEW LN., WEST COVINA, CA 91792. Full name of registrant(s) is (are) JAMES DAVIS, 2113 S. GRANDVIEW LN., WEST COVINA, CA 91792. This Business is conducted by: AN INDIVIDUAL. Signed: JAMES DAVIS. This statement was filed with the County Clerk of Los Angeles County on 06/16/2015. The registrant(s) has (have) commenced to transact business under the fictitious business name or names listed above on N/A. NOTICE- This Fictitious Name Statement expires five years from the date it was filed in the office of the County Clerk. A new Fictitious Business Name Statement must be filed prior to that date. The filing of this statement does not of itself authorize the use in this state of a Fictitious Business Name in violation of the rights of another under Federal, State, or common law (See section 14411 et seq., Business and Professions Code)Publish: Mountain Views News (1142, 1020, 1361, 1180)
notice-heading: FICTITIOUS BUSINESS NAME STATEMENT File No. 2015-168530 (687, 553, 907, 574)
notice-heading: FICTITIOUS BUSINESS NAME STATEMENT File No. 2015-163371 (233, 1354, 452, 1375)
notice-heading: FICTITIOUS BUSINESS NAME STATEMENT File No. 2015-168035 (6, 1524, 225, 1546)
notice-heading: FICTITIOUS BUSINESS NAME STATEMENT File No. 2015-167054 (6, 1120, 225, 1140)
notice-pub-dates: Dates Pub: June 20, 27, July 04, 11, 2015 (1142, 1871, 1282, 1882)
notice-body: The following person(s) is (are) doing business as: HANRATTY REAL ESTATE INVESTMENTS, 8927 KNOWLTON PL. #302, L.A., CA 90045. Full name of registrant(s) is (are) HARRY A. WILLIAMS, 8927 KNOWLTON PL. #302, L.A., CA 90045. This Business is conducted by: AN INDIVIDUAL. Signed: HARRY A. WILLIAMS. This statement was filed with the County Clerk of Los Angeles County on 06/19/2015. The registrant(s) has (have) commenced to transact business under the fictitious business name or names listed above on N/A. NOTICE- This Fictitious Name Statement expires five years from the date it was filed in the office of the County Clerk. A new Fictitious Business Name Statement must be filed prior to that date. The filing of this statement does not of itself authorize the use in this state of a Fictitious Business Name in violation of the rights of another under Federal, State, or common law (See section 14411 et seq., Business and Professions Code)Publish: Mountain Views News (233, 1375, 452, 1546)
notice-heading: FILE NO. 2015-165837 STATEMENT OF ABANDONMENT OF USE OF FICTITIOUS BUSINESS NAME (915, 1334, 1134, 1355)
notice-pub-dates: Dates Pub: June 20, 27, July 04, 11, 2015 (1142, 577, 1282, 587)
notice-body: The following person(s) is (are) doing business as: ALPHA TAX EXPRESS, EXPRESS TAX CAB, 1608 HARVEST MOON ST., LA PUENTE, CA 91744. Full name of registrant(s) is (are) ALPHA TAXI EXPRESS, INC., 1608 HARVEST MOON ST., LA PUENTE, CA 91744. This Business is conducted by: A CORPORATION. Signed: EDUARDO GARCIA PEKA. This statement was filed with the County Clerk of Los Angeles County on 06/22/2015. The registrant(s) has (have) commenced to transact business under the fictitious business name or names listed above on N/A. NOTICE- This Fictitious Name Statement expires five years from the date it was filed in the office of the County Clerk. A new Fictitious Business Name Statement must be filed prior to that date. The filing of this statement does not of itself authorize the use in this state of a Fictitious Business Name in violation of the rights of another under Federal, State, or common law (See section 14411 et seq., Business and Professions Code)Publish: Mountain Views News (6, 319, 225, 490)
notice-pub-dates: Dates Pub: June 27, July 04, 11, 18, 2015 (6, 1301, 145, 1312)
footer-address: 80 W Sierra Madre Blvd. No. 327 Sierra Madre, Ca. 91024 Office: 626.355.2737 Fax: 626.609.3285 (208, 2554, 808, 2569)
legal-notice (688, 92, 907, 152)
notice-body: The following person(s) is (are) doing business as: ENTERPRISE NETWORK RESOLUTIONS ENR, 1409 N. SAN DIMAS AVE., SAN DIMAS, CA 91773. Full name of registrant(s) is (are) MICHAEL FLORES, 1409 N. SAN DIMAS AVE., SAN DIMAS, CA 91773. This Business is conducted by: AN INDIVIDUAL. Signed: MICHAEL FLORES. This statement was filed with the County Clerk of Los Angeles County on 06/22/2015. The registrant(s) has (have) commenced to transact business under the fictitious business name or names listed above on N/A. NOTICE- This Fictitious Name Statement expires five years from the date it was filed in the office of the County Clerk. A new Fictitious Business Name Statement must be filed prior to that date. The filing of this statement does not of itself authorize the use in this state of a Fictitious Business Name in violation of the rights of another under Federal, State, or common law (See section 14411 et seq., Business and Professions Code)Publish: Mountain Views News (233, 139, 452, 309)
notice-pub-dates: Dates Pub: June 20, 27, July 04, 11, 2015 (1142, 1181, 1282, 1191)
notice-pub-dates: Dates Pub: June 27, July 04, 11, 18, 2015 (6, 1707, 145, 1718)
notice-pub-dates: Dates Pub: June 27, July 04, 11, 18, 2015 (687, 537, 826, 548)
notice-heading: FICTITIOUS BUSINESS NAME STATEMENT File No. 2015-162750 (6, 1723, 225, 1743)
notice-body: of itself authorize the use in this state of a Fictitious Business Name in violation of the rights of another under Federal, State, or common law (See section 14411 et seq., Business and Professions Code)Publish: Mountain Views News Dates Pub: June 27, July 04, 11, 18, 2015 (460, 92, 680, 143)
notice-heading: FICTITIOUS BUSINESS NAME STATEMENT File No. 2015-164604 (233, 1146, 452, 1167)
legal-notice (916, 1522, 1134, 1715)
notice-pub-dates: Dates Pub: June 27, July 04, 11, 18, 2015 (915, 350, 1054, 360)
notice-pub-dates: Dates Pub: June 27, July 04, 11, 18, 2015 (233, 1754, 372, 1764)
legal-notice (460, 1385, 679, 1587)
notice-body: The following person(s) is (are) doing business as: C LUCK SERVICES, 1410 W. AVALON BLVD., WILMINGTON, CA 90744. Full name of registrant(s) is (are) CHRISTINA LUCK, 24103 LINSOR AVE., HARBOR CITY, CA 90710. This Business is conducted by: AN INDIVIDUAL. Signed: BRYAN JU. This statement was filed with the County Clerk of Los Angeles County on 06/25/2015. The registrant(s) has (have) commenced to transact business under the fictitious business name or names listed above on N/A. NOTICE- This Fictitious Name Statement expires five years from the date it was filed in the office of the County Clerk. A new Fictitious Business Name Statement must be filed prior to that date. The filing of this statement does not of itself authorize the use in this state of a Fictitious Business Name in violation of the rights of another under Federal, State, or common law (See section 14411 et seq., Business and Professions Code)Publish: Mountain Views News (6, 1546, 225, 1707)
notice-heading: FICTITIOUS BUSINESS NAME STATEMENT File No. 2015-168648 (233, 741, 452, 761)
notice-pub-dates: Dates Pub: June 27, July 04, 11, 18, 2015 (233, 518, 372, 528)
notice-heading: FICTITIOUS BUSINESS NAME STATEMENT File No. 2015-167503 (687, 355, 907, 376)
notice-heading: FICTITIOUS BUSINESS NAME STATEMENT File No. 2015-165022 (915, 365, 1134, 386)
notice-pub-dates: Dates Pub: June 27, July 04, 11, 18, 2015 (6, 2102, 145, 2113)
notice-pub-dates: Dates Pub: June 27, July 04, 11, 18, 2015 (460, 548, 599, 558)
notice-heading: FICTITIOUS BUSINESS NAME STATEMENT File No. 2015-167475 (233, 533, 452, 553)
notice-heading: FICTITIOUS BUSINESS NAME STATEMENT File No. 2015-156339 (1142, 790, 1361, 812)
notice-body: The following person(s) is (are) doing business as: T & T EQUIPMENT, 111 E. DEXTER ST., COVINA, CA 91723. Full name of registrant(s) is (are) RIDE EQUIPMENT CORP., 111 E. DEXTER ST., COVINA, CA 91723. This Business is conducted by: A CORPORATION. Signed: THOMPSON. This statement was filed with the County Clerk of Los Angeles County on 06/22/2015. The registrant(s) has (have) commenced to transact business under the fictitious business name or names listed above on N/A. NOTICE- This Fictitious Name Statement expires five years from the date it was filed in the office of the County Clerk. A new Fictitious Business Name Statement must be filed prior to that date. The filing of this statement does not of itself authorize the use in this state of a Fictitious Business Name in violation of the rights of another under Federal, State, or common law (See section 14411 et seq., Business and Professions Code)Publish: Mountain Views News (915, 386, 1134, 547)
legal-notice (233, 1355, 451, 1556)
legal-notice (1143, 593, 1361, 786)
notice-body: The following person(s) is (are) doing business as: H 2 TRANSPORT, 681 MILLMAN AVE., LONG BEACH, CA 90805. Full name of registrant(s) is (are) ERWIN HERNANDEZ, 681 MILLMAN AVE., LONG BEACH, CA 90805. This Business is conducted by: AN INDIVIDUAL. Signed: ERWIN HERNANDEZ. This statement was filed with the County Clerk of Los Angeles County on 06/22/2015. The registrant(s) has (have) commenced to transact business under the fictitious business name or names listed above on N/A. NOTICE- This Fictitious Name Statement expires five years from the date it was filed in the office of the County Clerk. A new Fictitious Business Name Statement must be filed prior to that date. The filing of this statement does not of itself authorize the use in this state of a Fictitious Business Name in violation of the rights of another under Federal, State, or common law (See section 14411 et seq., Business and Professions Code)Publish: Mountain Views News (233, 1167, 452, 1338)
notice-body: The following person(s) is (are) doing business as: SHL COMPANY, 510 S. BURNSIDE AVE. #2J, L.A., CA 90036. Full name of registrant(s) is (are) SHINE LIGHT CORPORATION, 510 S. BURNSIDE AVE. #2J, L.A., CA 90036. This Business is conducted by: A CORPORATION. Signed: SEUNG WOO YU. This statement was filed with the County Clerk of Los Angeles County on 06/19/2015. The registrant(s) has (have) commenced to transact business under the fictitious business name or names listed above on N/A. NOTICE- This Fictitious Name Statement expires five years from the date it was filed in the office of the County Clerk. A new Fictitious Business Name Statement must be filed prior to that date. The filing of this statement does not of itself authorize the use in this state of a Fictitious Business Name in violation of the rights of another under Federal, State, or common law (See section 14411 et seq., Business and Professions Code)Publish: Mountain Views News (687, 1218, 907, 1378)
notice-pub-dates: Publish. Mountain Views News Dates Pub: June 27, July 04, 11, 18, 2015 (915, 1308, 1134, 1329)
legal-notice (688, 989, 907, 1191)
legal-notice (233, 949, 451, 1141)
notice-heading: FICTITIOUS BUSINESS NAME STATEMENT File No. 2015-168011 (233, 949, 452, 969)
notice-body: The following person(s) is (are) doing business as: 4 STARS CREATIONS, 407 E. PICO BLVD. UNIT 403, L.A., CA 90015. Full name of registrant(s) is (are) TANIA AVILA, 1014 E. 27TH ST., L.A., CA 90011. This Business is conducted by: AN INDIVIDUAL. Signed: TANIA AVILA. This statement was filed with the County Clerk of Los Angeles County on 06/12/2015. The registrant(s) has (have) commenced to transact business under the fictitious business name or names listed above on N/A. NOTICE- This Fictitious Name Statement expires five years from the date it was filed in the office of the County Clerk. A new Fictitious Business Name Statement must be filed prior to that date. The filing of this statement does not of itself authorize the use in this state of a Fictitious Business Name in violation of the rights of another under Federal, State, or common law (See section 14411 et seq., Business and Professions Code)Publish: Mountain Views News (915, 1543, 1134, 1703)
notice-pub-dates: Publish. Mountain Views News Dates Pub: June 27, July 04, 11, 18, 2015 (915, 1496, 1134, 1517)
legal-notice (688, 355, 907, 548)
notice-pub-dates: Dates Pub: June 27, July 04, 11, 18, 2015 (687, 1576, 826, 1587)
notice-heading: FICTITIOUS BUSINESS NAME STATEMENT File No. 2015-167062 (6, 91, 225, 112)
notice-body: The following person(s) is (are) doing business as: FAST DELIVERY SERVICES, 8966 ELIZABETH AV. #B, SOUTH GATE, CA 90280. Full name of registrant(s) is (are) VICENTE GARCIA, 8966 ELIZABETH AV. #B, SOUTH GATE, CA 90280. This Business is conducted by: AN INDIVIDUAL. Signed: VICENTE GARCIA. This statement was filed with the County Clerk of Los Angeles County on 06/25/2015. The registrant(s) has (have) commenced to transact business under the fictitious business name or names listed above on N/A. NOTICE- This Fictitious Name Statement expires five years from the date it was filed in the office of the County Clerk. A new Fictitious Business Name Statement must be filed prior to that date. The filing of this statement does not of itself authorize the use in this state of a Fictitious Business Name in violation of the rights of another under Federal, State, or common law (See section 14411 et seq., Business and Professions Code)Publish: Mountain Views News (233, 762, 452, 932)
notice-body: The following person(s) is (are) doing business as: PAPI CHULO ENTERPRISES, 650 S. SPRING ST. #117, L.A., CA 90014. Full name of registrant(s) is (are) DESUAR, LLC, 650 S. SPRING ST. #117, L.A., CA 90014. This Business is conducted by: A LIMITED LIABILITY COMPANY. Signed: DEVY SUAREZ. This statement was filed with the County Clerk of Los Angeles County on 06/24/2015. The registrant(s) has (have) commenced to transact business under the fictitious business name or names listed above on N/A. NOTICE- This Fictitious Name Statement expires five years from the date it was filed in the office of the County Clerk. A new Fictitious Business Name Statement must be filed prior to that date. The filing of this statement does not of itself authorize the use in this state of a Fictitious Business Name in violation of the rights of another under Federal, State, or common law (See section 14411 et seq., Business and Professions Code)Publish: Mountain Views News (460, 1821, 680, 1981)
notice-pub-dates: Dates Pub: June 20, 27, July 04, 11, 2015 (1142, 983, 1282, 993)
legal-notice (916, 969, 1134, 1151)
notice-heading: FICTITIOUS BUSINESS NAME STATEMENT File No. 2015-168886 (687, 1394, 907, 1415)
notice-heading: FICTITIOUS BUSINESS NAME STATEMENT File No. 2015-160291 (1142, 998, 1361, 1020)
legal-notice (233, 1147, 451, 1349)
notice-pub-dates: Dates Pub: June 27, July 04, 11, 18, 2015 (687, 1181, 826, 1191)
notice-heading: FICTITIOUS BUSINESS NAME STATEMENT File No. 2015-164860 (460, 148, 680, 168)
page-number: B7 (1297, 5, 1357, 52)
legal-notice (6, 715, 224, 917)
notice-body: The following person(s) is (are) doing business as: CAPLUS ROASTING COMPANY, 7035 BEQUETTE AVE., WHITTIER, CA 90601. Full name of registrant(s) is (are) BRUCE HALLUM, 7035 BEQUETTE AVE., WHITTIER, CA 90601. This Business is conducted by: AN INDIVIDUAL. Signed: BRUCE HALLUM. This statement was filed with the County Clerk of Los Angeles County on 06/15/2015. The registrant(s) has (have) commenced to transact business under the fictitious business name or names listed above on N/A. NOTICE- This Fictitious Name Statement expires five years from the date it was filed in the office of the County Clerk. A new Fictitious Business Name Statement must be filed prior to that date. The filing of this statement does not of itself authorize the use in this state of a Fictitious Business Name in violation of the rights of another under Federal, State, or common law (See section 14411 et seq., Business and Professions Code)Publish: Mountain Views News (1142, 1445, 1361, 1606)
legal-notice (6, 1921, 224, 2113)
legal-notice (916, 771, 1134, 963)
notice-heading: FICTITIOUS BUSINESS NAME STATEMENT File No. 2015-159818 (1142, 1196, 1361, 1217)
notice-heading: FICTITIOUS BUSINESS NAME STATEMENT File No. 2015-163065 (687, 1196, 907, 1217)
notice-body: The following person(s) is (are) doing business as: LOWKEY APPAREL, 101 E. OCCIDENTAL BLVD. B2, L.A., CA 90007. Full name of registrant(s) is (are) ANTONIO GOLDHOR, 2211 S. HACIENDA BLVD. #2, L.A., CA 90003, UTAM HALDER, 3772 PICO BLVD. #8, L.A., CA 90019. This Business is conducted by: A GENERAL PARTNERSHIP. Signed: RENE ALFONSO COLORADO. This statement was filed with the County Clerk of Los Angeles County on 06/26/2015. The registrant(s) has (have) commenced to transact business under the fictitious business name or names listed above on N/A. NOTICE- This Fictitious Name Statement expires five years from the date it was filed in the office of the County Clerk. A new Fictitious Business Name Statement must be filed prior to that date. The filing of this statement does not of itself authorize the use in this state of a Fictitious Business Name in violation of the rights of another under Federal, State, or common law (See section 14411 et seq., Business and Professions Code)Publish: Mountain Views News (460, 791, 680, 972)
notice-pub-dates: Dates Pub: June 20, 27, July 04, 11, 2015 (915, 1852, 1054, 1862)
notice-body: The following person(s) is (are) doing business as: STEIN NAILS BRAS & BRAYS, 580 E. FOOTHILL BLVD., POMONA, CA 91767. Full name of registrant(s) is (are) IVAN SAMUEL VUCH, 580 E. FOOTHILL BLVD., POMONA, CA 91767. This Business is conducted by: AN INDIVIDUAL. Signed: IVAN SAMUEL VUCH. This statement was filed with the County Clerk of Los Angeles County on 06/22/2015. The registrant(s) has (have) commenced to transact business under the fictitious business name or names listed above on N/A. NOTICE- This Fictitious Name Statement expires five years from the date it was filed in the office of the County Clerk. A new Fictitious Business Name Statement must be filed prior to that date. (687, 1613, 907, 1743)
notice-pub-dates: Dates Pub: June 27, July 04, 11, 18, 2015 (460, 329, 599, 340)
notice-body: The following person(s) is (are) doing business as: STAR GROCERY, 5976 S. SPRING ST., LONG BEACH, CA 90808. Full name of registrant(s) is (are) HENRY T. VUONG, 5098 BOLSA AV. #203, WESTMINSTER, CA 92683. This Business is conducted by: AN INDIVIDUAL. Signed: HENRY T. VUONG. This statement was filed with the County Clerk of Los Angeles County on 06/26/2015. The registrant(s) has (have) commenced to transact business under the fictitious business name or names listed above on N/A. NOTICE- This Fictitious Name Statement expires five years from the date it was filed in the office of the County Clerk. A new Fictitious Business Name Statement must be filed prior to that date. The filing of this statement does not of itself authorize the use in this state of a Fictitious Business Name in violation of the rights of another under Federal, State, or common law (See section 14411 et seq., Business and Professions Code)Publish: Mountain Views News (687, 1415, 907, 1576)
legal-notice (1143, 791, 1361, 993)
notice-pub-dates: Dates Pub: June 27, July 04, 11, 18, 2015 (687, 973, 826, 984)
notice-heading: FICTITIOUS BUSINESS NAME STATEMENT File No. 2015-167505 (460, 1799, 680, 1820)
notice-pub-dates: Dates Pub: June 27, July 04, 11, 18, 2015 (233, 1130, 372, 1141)
notice-heading: FICTITIOUS BUSINESS NAME STATEMENT File No. 2015-164991 (687, 1591, 907, 1613)
notice-column (916, 91, 1134, 2542)
legal-notice (6, 299, 224, 501)
notice-heading: FICTITIOUS BUSINESS NAME STATEMENT File No. 2015-168061 (6, 2118, 225, 2139)
notice-heading: FICTITIOUS BUSINESS NAME STATEMENT File No. 2015-168199 (687, 157, 907, 179)
notice-heading: FICTITIOUS BUSINESS NAME STATEMENT File No. 2015-163846 (687, 761, 907, 782)
legal-notice (1143, 1196, 1361, 1419)
notice-body: The following person(s) is (are) doing business as: AAA SOLUTIONS, 15002-A HALLBURTON RD. #811, HACIENDA HTS, CA 91745. Full name of registrant(s) is (are) JIMMY VICTORIA, 15002-A HALLBURTON RD. #811, HACIENDA HTS, CA 91745. This Business is conducted by: AN INDIVIDUAL. Signed: JIMMY VICTORIA. This statement was filed with the County Clerk of Los Angeles County on 06/12/2015. The registrant(s) has (have) commenced to transact business under the fictitious business name or names listed above on N/A. NOTICE- This Fictitious Name Statement expires five years from the date it was filed in the office of the County Clerk. (915, 1740, 1134, 1851)
notice-pub-dates: Dates Pub: June 27, July 04, 11, 18, 2015 (6, 490, 145, 501)
legal-notice (688, 158, 907, 351)
notice-pub-dates: Dates Pub: June 20, 27, July 04, 11, 2015 (1142, 370, 1282, 381)
legal-notice (1143, 385, 1361, 587)
notice-heading: FICTITIOUS BUSINESS NAME STATEMENT File No. 2015-168869 (460, 1591, 680, 1613)
notice-body: This statement was filed with the County Clerk of Los Angeles County on 06/15/2015. The registrant(s) has (have) commenced to transact business under the fictitious business name or names listed above on N/A. NOTICE- This Fictitious Name Statement expires five years from the date it was filed in the office of the County Clerk. Publish: Mountain Views News Dates Pub: June 27, July 04, 11, 18, 2015 (915, 92, 1134, 162)
notice-heading: FICTITIOUS BUSINESS NAME STATEMENT File No. 2015-157145 (915, 1720, 1134, 1740)
legal-notice (1143, 1623, 1361, 1764)
legal-notice (460, 1187, 679, 1379)
notice-heading: FICTITIOUS BUSINESS NAME STATEMENT File No. 2015-168903 (460, 771, 680, 791)
notice-heading: FICTITIOUS BUSINESS NAME STATEMENT File No. 2015-168669 (915, 168, 1134, 188)
notice-heading: FICTITIOUS BUSINESS NAME STATEMENT File No. 2015-158033 (1142, 385, 1361, 406)
notice-columns (6, 91, 1361, 2542)
notice-body: The following person(s) is (are) doing business as: RIOS TRANSPORT, 500 N. SANTE FE AVE., COMPTON, CA 90221. Full name of registrant(s) is (are) FRANCISCO RIOS, 500 N. SANTE FE AVE., COMPTON, CA 90221. This Business is conducted by: AN INDIVIDUAL. Signed: FRANCISCO RIOS-HILARIO. This statement was filed with the County Clerk of Los Angeles County on 06/24/2015. The registrant(s) has (have) commenced to transact business under the fictitious business name or names listed above on N/A. NOTICE- This Fictitious Name Statement expires five years from the date it was filed in the office of the County Clerk. A new Fictitious Business Name Statement must be filed prior to that date. The filing of this statement does not of itself authorize the use in this state of a Fictitious Business Name in violation of the rights of another under Federal, State, or common law (See section 14411 et seq., Business and Professions Code)Publish: Mountain Views News (687, 377, 907, 537)
notice-pub-dates: Dates Pub: June 20, 27, July 04, 11, 2015 (1142, 1606, 1282, 1617)
notice-body: The following person(s) is (are) doing business as: CITY ROAD DELI, 2004 E. COMPTON BLVD., COMPTON, CA 90221. Full name of registrant(s) is (are) DANIEL H. DELTORO, 2004 E. COMPTON BLVD., COMPTON, CA 90221. This Business is conducted by: AN INDIVIDUAL. Signed: DANIEL H. DELTORO. This statement was filed with the County Clerk of Los Angeles County on 06/18/2015. The registrant(s) has (have) commenced to transact business under the fictitious business name or names listed above on N/A. NOTICE- This Fictitious Name Statement expires five years from the date it was filed in the office of the County Clerk. A new Fictitious Business Name Statement must be filed prior to that date. The filing of this statement does not of itself authorize the use in this state of a Fictitious Business Name in violation of the rights of another under Federal, State, or common law (See section 14411 et seq., Business and Professions Code)Publish: Mountain Views News (6, 1744, 225, 1904)
legal-notice (688, 1196, 907, 1388)
legal-notice (688, 1592, 907, 1743)
notice-body: The following person(s) is (are) doing business as: ANGEL'S BASIC SUPPLY, 761 WOODWORTH AVE., LA PUENTE, CA 91744. Full name of registrant(s) is (are) VICTOR JESUS GUTIERREZ MEJIA, 761 WOODWORTH AVE., LA PUENTE, CA 91744. This Business is conducted by: AN INDIVIDUAL. Signed: VICTOR JESUS GUTIERREZ MEJIA. This statement was filed with the County Clerk of Los Angeles County on 06/16/2015. The registrant(s) has (have) commenced to transact business under the fictitious business name or names listed above on N/A. NOTICE- This Fictitious Name Statement expires five years from the date it was filed in the office of the County Clerk. A new Fictitious Business Name Statement must be filed prior to that date. The filing of this statement does not of itself authorize the use in this state of a Fictitious Business Name in violation of the rights of another under Federal, State, or common law (See section 14411 et seq., Business and Professions Code)Publish: Mountain Views News (1142, 198, 1361, 369)
notice-heading: FICTITIOUS BUSINESS NAME STATEMENT File No. 2015-160979 (1142, 593, 1361, 614)
legal-notice (688, 553, 907, 755)
notice-body: The following person(s) is (are) doing business as: LUPITA'S FLOWERS, LUPERA HOLDINGS, 457 LOS TOROS AVE., PICO RIVERA, CA 90660. Full name of registrant(s) is (are) NATALIE LOURDES LUPERA, 457 LOS TOROS AVE., PICO RIVERA, CA 90660. This Business is conducted by: AN INDIVIDUAL. Signed: NATALIE LOURDES LUPERA. This statement was filed with the County Clerk of Los Angeles County on 06/24/2015. The registrant(s) has (have) commenced to transact business under the fictitious business name or names listed above on N/A. NOTICE- This Fictitious Name Statement expires five years from the date it was filed in the office of the County Clerk. A new Fictitious Business Name Statement must be filed prior to that date. The filing of this statement does not of itself authorize the use in this state of a Fictitious Business Name in violation of the rights of another under Federal, State, or common law (See section 14411 et seq., Business and Professions Code)Publish: Mountain Views News (460, 584, 680, 754)
notice-body: prior to that date. The filing of this statement does not of itself authorize the use in this state of a Fictitious Business Name in violation of the rights of another under Federal, State, or common law (See section 14411 et seq., Business and Professions Code)Publish: Mountain Views News Dates Pub: June 27, July 04, 11, 18, 2015 (687, 92, 907, 152)
legal-notice (233, 1988, 451, 2128)
notice-pub-dates: Dates Pub: June 27, July 04, 11, 18, 2015 (460, 1982, 599, 1992)
notice-pub-dates: Dates Pub: June 27, July 04, 11, 18, 2015 (233, 310, 372, 320)
notice-pub-dates: Dates Pub: June 20, 27, July 04, 11, 2015 (1142, 1754, 1282, 1764)
